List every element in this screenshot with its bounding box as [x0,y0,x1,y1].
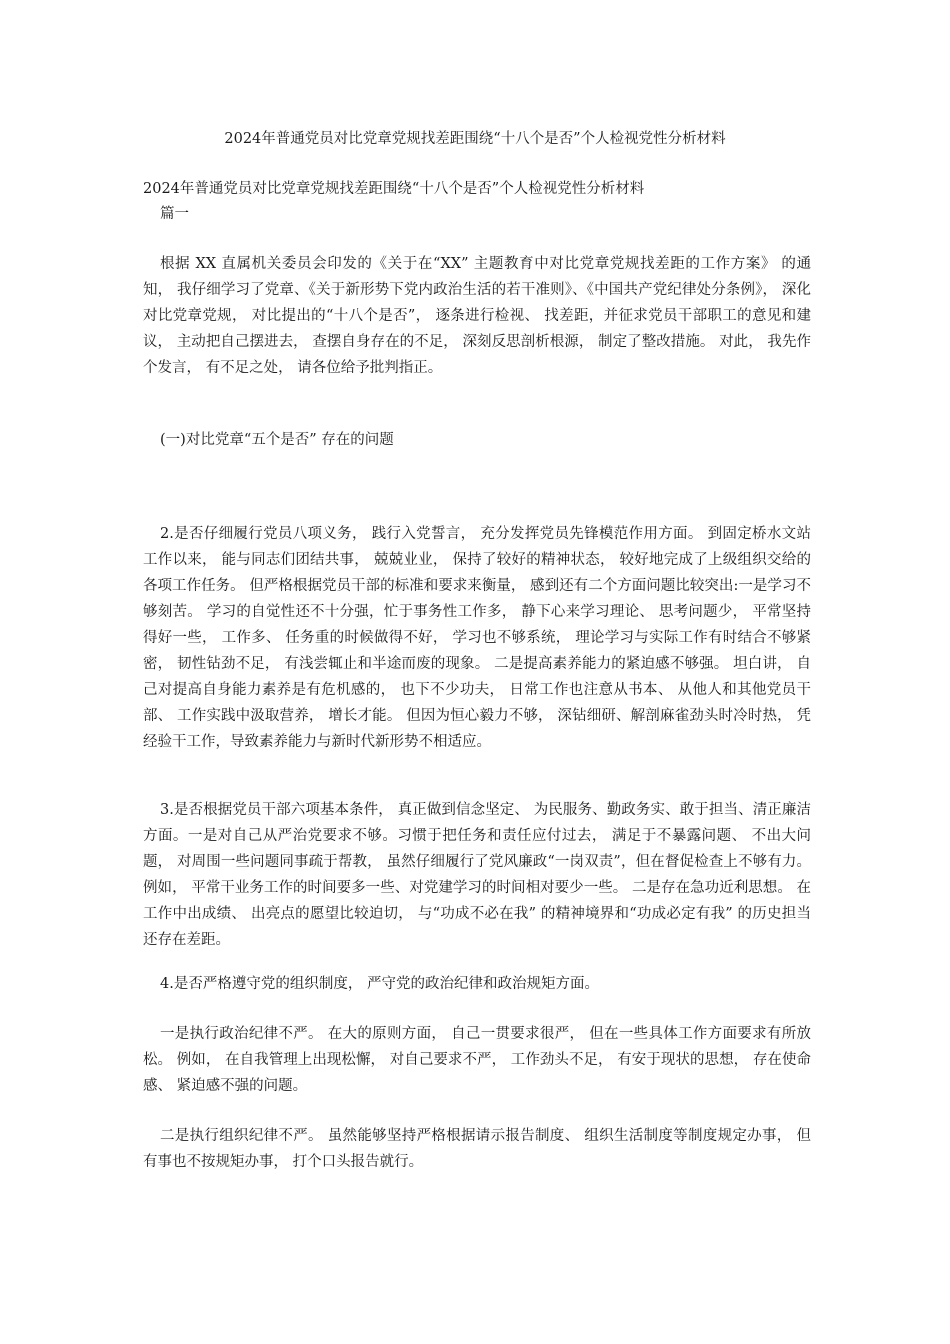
section-heading: (一)对比党章“五个是否” 存在的问题 [160,432,394,448]
section-label: 篇一 [160,206,189,222]
document-subtitle: 2024年普通党员对比党章党规找差距围绕“十八个是否”个人检视党性分析材料 [143,181,645,197]
item-2-paragraph: 2.是否仔细履行党员八项义务， 践行入党誓言， 充分发挥党员先锋模范作用方面。 到固定桥水文站工作以来， 能与同志们团结共事， 兢兢业业， 保持了较好的精神状态， 较好地完成了上级组织交给的各项工作任务。 但严格根据党员干部的标准和要求来衡量， 感到还有二个方面问题比较突出:一是学习不够刻苦。 学习的自觉性还不十分强，忙于事务性工作多， 静下心来学习理论、 思考问题少， 平常坚持得好一些， 工作多、 任务重的时候做得不好， 学习也不够系统， 理论学习与实际工作有时结合不够紧密， 韧性钻劲不足， 有浅尝辄止和半途而废的现象。 二是提高素养能力的紧迫感不够强。 坦白讲， 自己对提高自身能力素养是有危机感的， 也下不少功夫， 日常工作也注意从书本、 从他人和其他党员干部、 工作实践中汲取营养， 增长才能。 但因为恒心毅力不够， 深钻细研、解剖麻雀劲头时冷时热， 凭经验干工作，导致素养能力与新时代新形势不相适应。 [143,526,811,750]
item-4-paragraph: 4.是否严格遵守党的组织制度， 严守党的政治纪律和政治规矩方面。 [160,976,599,992]
document-title: 2024年普通党员对比党章党规找差距围绕“十八个是否”个人检视党性分析材料 [224,131,726,147]
organizational-discipline-paragraph: 二是执行组织纪律不严。 虽然能够坚持严格根据请示报告制度、 组织生活制度等制度规定办事， 但有事也不按规矩办事， 打个口头报告就行。 [143,1128,811,1170]
item-3-paragraph: 3.是否根据党员干部六项基本条件， 真正做到信念坚定、 为民服务、勤政务实、敢于担当、清正廉洁方面。一是对自己从严治党要求不够。习惯于把任务和责任应付过去， 满足于不暴露问题、 不出大问题， 对周围一些问题同事疏于帮教， 虽然仔细履行了党风廉政“一岗双责”，但在督促检查上不够有力。 例如， 平常干业务工作的时间要多一些、对党建学习的时间相对要少一些。 二是存在急功近利思想。 在工作中出成绩、 出亮点的愿望比较迫切， 与“功成不必在我” 的精神境界和“功成必定有我” 的历史担当还存在差距。 [143,802,811,948]
political-discipline-paragraph: 一是执行政治纪律不严。 在大的原则方面， 自己一贯要求很严， 但在一些具体工作方面要求有所放松。 例如， 在自我管理上出现松懈， 对自己要求不严， 工作劲头不足， 有安于现状的思想， 存在使命感、 紧迫感不强的问题。 [143,1026,811,1094]
intro-paragraph: 根据 XX 直属机关委员会印发的《关于在“XX” 主题教育中对比党章党规找差距的工作方案》 的通知， 我仔细学习了党章、《关于新形势下党内政治生活的若干准则》、《中国共产党纪律处分条例》， 深化对比党章党规， 对比提出的“十八个是否”， 逐条进行检视、 找差距，并征求党员干部职工的意见和建议， 主动把自己摆进去， 查摆自身存在的不足， 深刻反思剖析根源， 制定了整改措施。 对此， 我先作个发言， 有不足之处， 请各位给予批判指正。 [143,256,811,376]
